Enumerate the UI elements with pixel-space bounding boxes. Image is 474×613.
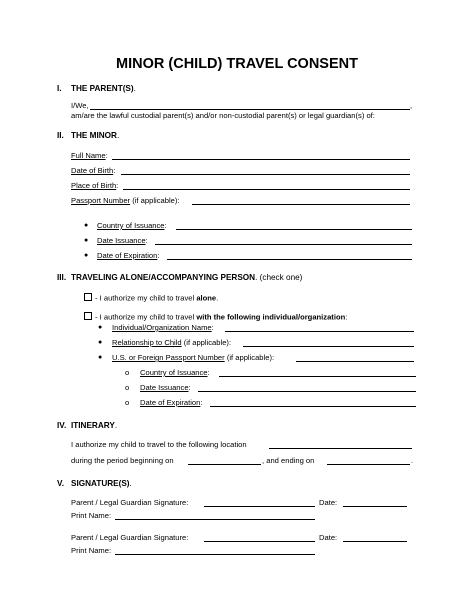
- itinerary-period-label: during the period beginning on: [71, 456, 174, 465]
- date-label: Date:: [319, 533, 338, 542]
- signature-label: Parent / Legal Guardian Signature:: [71, 498, 189, 507]
- pob-text: Place of Birth: [71, 181, 117, 190]
- print-name-field-2[interactable]: [115, 554, 315, 555]
- minor-issuance-field[interactable]: [155, 244, 412, 245]
- ind-name-field[interactable]: [225, 331, 414, 332]
- signature-label: Parent / Legal Guardian Signature:: [71, 533, 189, 542]
- section-title: TRAVELING ALONE/ACCOMPANYING PERSON: [71, 273, 256, 282]
- pob-label: Place of Birth:: [71, 181, 119, 190]
- passport-suffix: (if applicable):: [132, 196, 180, 205]
- section-number: II.: [57, 131, 64, 140]
- option-bold: alone: [196, 293, 217, 303]
- minor-country-field[interactable]: [176, 229, 412, 230]
- expiration-text: Date of Expiration: [140, 398, 201, 407]
- issuance-text: Date Issuance: [140, 383, 189, 392]
- itinerary-location-field[interactable]: [269, 448, 412, 449]
- section-travel-heading: [57, 273, 302, 282]
- section-parents-heading: [57, 84, 136, 93]
- option-end: :: [345, 312, 348, 322]
- ind-name-text: Individual/Organization Name: [112, 323, 212, 332]
- section-suffix: .: [129, 479, 132, 488]
- date-label: Date:: [319, 498, 338, 507]
- travel-with-option[interactable]: [84, 312, 347, 323]
- full-name-label: Full Name:: [71, 151, 108, 160]
- minor-expiration-field[interactable]: [167, 259, 412, 260]
- circle-bullet-icon: o: [125, 383, 130, 392]
- print-name-label: Print Name:: [71, 546, 112, 555]
- date-field-1[interactable]: [343, 506, 407, 507]
- passport-text: Passport Number: [71, 196, 131, 205]
- section-minor-heading: [57, 131, 119, 140]
- section-title: THE PARENT(S): [71, 84, 134, 93]
- issuance-text: Date Issuance: [97, 236, 146, 245]
- travel-alone-option[interactable]: [84, 293, 218, 304]
- country-text: Country of Issuance: [140, 368, 208, 377]
- period-end-field[interactable]: [327, 464, 410, 465]
- document-title: MINOR (CHILD) TRAVEL CONSENT: [116, 56, 358, 72]
- passport-text: U.S. or Foreign Passport Number: [112, 353, 225, 362]
- minor-passport-field[interactable]: [192, 204, 410, 205]
- minor-issuance-label: Date Issuance:: [97, 236, 148, 245]
- section-suffix: .: [133, 84, 136, 93]
- country-text: Country of Issuance: [97, 221, 165, 230]
- period-start-field[interactable]: [188, 464, 261, 465]
- companion-country-field[interactable]: [219, 376, 416, 377]
- circle-bullet-icon: o: [125, 368, 130, 377]
- minor-country-label: Country of Issuance:: [97, 221, 167, 230]
- full-name-field[interactable]: [112, 159, 410, 160]
- checkbox-alone[interactable]: [84, 293, 92, 301]
- bullet-icon: ●: [84, 237, 89, 244]
- section-suffix: .: [114, 421, 118, 430]
- section-number: I.: [57, 84, 62, 93]
- signature-field-2[interactable]: [204, 541, 315, 542]
- option-bold: with the following individual/organization: [196, 312, 346, 322]
- signature-field-1[interactable]: [204, 506, 315, 507]
- ind-name-label: Individual/Organization Name:: [112, 323, 214, 332]
- bullet-icon: ●: [84, 222, 89, 229]
- circle-bullet-icon: o: [125, 398, 130, 407]
- bullet-icon: ●: [98, 339, 103, 346]
- dob-text: Date of Birth: [71, 166, 114, 175]
- itinerary-ending-label: , and ending on: [262, 456, 315, 465]
- section-suffix: .: [116, 131, 120, 140]
- bullet-icon: ●: [98, 354, 103, 361]
- parent-name-field[interactable]: [90, 109, 410, 110]
- option-text: - I authorize my child to travel: [95, 293, 195, 303]
- section-title: SIGNATURE(S): [71, 479, 130, 488]
- bullet-icon: ●: [84, 252, 89, 259]
- companion-passport-field[interactable]: [296, 361, 414, 362]
- print-name-label: Print Name:: [71, 511, 112, 520]
- companion-expiration-label: Date of Expiration:: [140, 398, 203, 407]
- relationship-label: [112, 338, 231, 348]
- section-title: THE MINOR: [71, 131, 117, 140]
- dob-field[interactable]: [121, 174, 410, 175]
- passport-suffix: (if applicable):: [226, 353, 275, 362]
- option-text: - I authorize my child to travel: [95, 312, 195, 322]
- section-itinerary-heading: [57, 421, 117, 430]
- companion-expiration-field[interactable]: [210, 406, 416, 407]
- iwe-label: I/We,: [71, 101, 89, 110]
- companion-passport-label: [112, 353, 274, 363]
- parent-statement: am/are the lawful custodial parent(s) and/or non-custodial parent(s) or legal guardian(s) of:: [71, 111, 375, 120]
- expiration-text: Date of Expiration: [97, 251, 158, 260]
- section-number: IV.: [57, 421, 67, 430]
- iwe-comma: ,: [410, 101, 413, 110]
- relationship-field[interactable]: [243, 346, 414, 347]
- full-name-text: Full Name: [71, 151, 106, 160]
- bullet-icon: ●: [98, 324, 103, 331]
- option-end: .: [216, 293, 219, 303]
- print-name-field-1[interactable]: [115, 519, 315, 520]
- itinerary-period-end: .: [411, 456, 414, 465]
- dob-label: Date of Birth:: [71, 166, 116, 175]
- section-suffix: . (check one): [255, 273, 303, 282]
- pob-field[interactable]: [123, 189, 410, 190]
- companion-issuance-label: Date Issuance:: [140, 383, 191, 392]
- minor-passport-label: [71, 196, 180, 206]
- relationship-text: Relationship to Child: [112, 338, 182, 347]
- itinerary-location-label: I authorize my child to travel to the following location: [71, 440, 247, 449]
- companion-country-label: Country of Issuance:: [140, 368, 210, 377]
- relationship-suffix: (if applicable):: [183, 338, 232, 347]
- checkbox-with-person[interactable]: [84, 312, 92, 320]
- section-title: ITINERARY: [71, 421, 115, 430]
- section-number: III.: [57, 273, 67, 282]
- companion-issuance-field[interactable]: [198, 391, 416, 392]
- section-number: V.: [57, 479, 64, 488]
- minor-expiration-label: Date of Expiration:: [97, 251, 160, 260]
- date-field-2[interactable]: [343, 541, 407, 542]
- section-signatures-heading: [57, 479, 132, 488]
